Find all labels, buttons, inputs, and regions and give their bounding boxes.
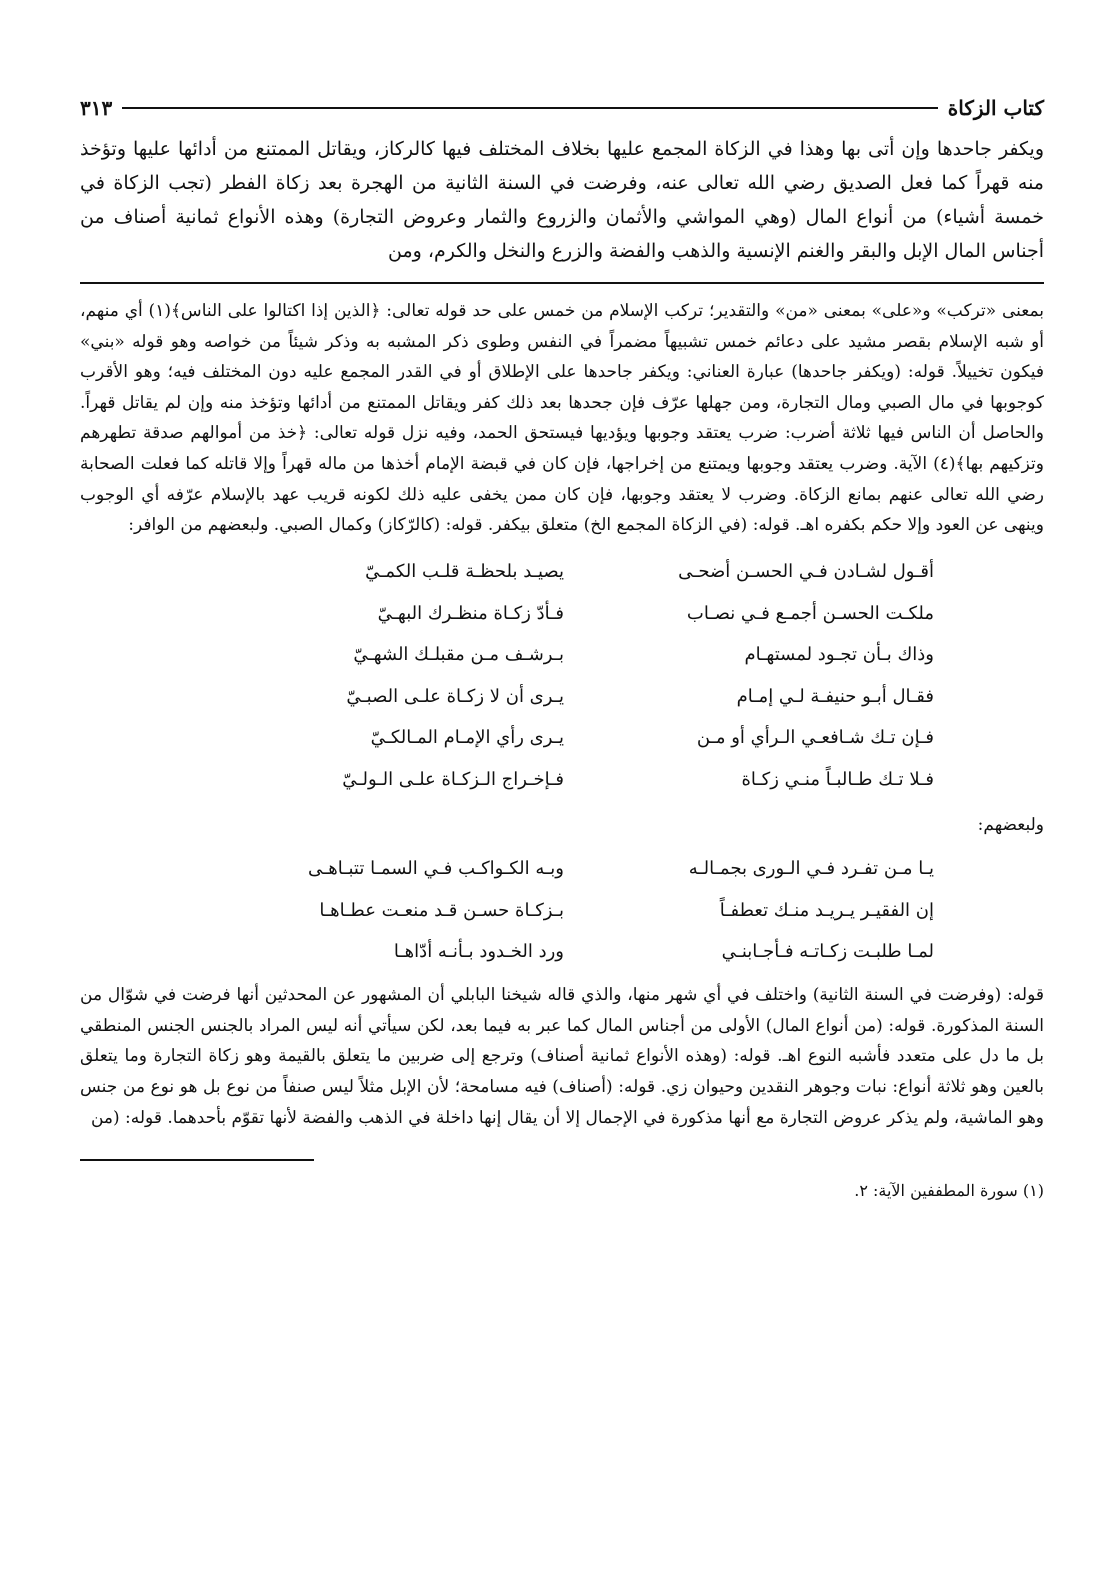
poem-verse <box>80 717 1044 759</box>
verse-first-hemistich: فـلا تـك طـالبـاً منـي زكـاة <box>741 768 934 790</box>
verse-first-hemistich: ملكـت الحسـن أجمـع فـي نصـاب <box>686 602 934 624</box>
verse-first-hemistich: لمـا طلبـت زكـاتـه فـأجـابنـي <box>721 941 934 962</box>
footnote: (١) سورة المطففين الآية: ٢. <box>854 1180 1044 1200</box>
poem-verse <box>80 551 1044 593</box>
poem-verse <box>80 675 1044 717</box>
verse-second-hemistich: يصيـد بلحظـة قلـب الكمـيّ <box>365 561 564 582</box>
verse-second-hemistich: فـإخـراج الـزكـاة علـى الـولـيّ <box>342 768 564 790</box>
poem-verse <box>80 758 1044 800</box>
header-rule <box>122 107 938 109</box>
page-header <box>80 88 1044 128</box>
verse-first-hemistich: فـإن تـك شـافعـي الـرأي أو مـن <box>696 727 934 748</box>
book-page <box>80 88 1044 1558</box>
verse-first-hemistich: فقـال أبـو حنيفـة لـي إمـام <box>736 685 934 707</box>
poem-verse <box>80 592 1044 634</box>
poem-verse <box>80 931 1044 973</box>
section-divider <box>80 282 1044 284</box>
poem-verse <box>80 848 1044 890</box>
footnote-rule <box>80 1159 314 1161</box>
verse-second-hemistich: يـرى أن لا زكـاة علـى الصبـيّ <box>346 685 564 707</box>
verse-first-hemistich: إن الفقيـر يـريـد منـك تعطفـاً <box>719 899 934 921</box>
page-number: ٣١٣ <box>80 96 113 120</box>
verse-second-hemistich: وبـه الكـواكـب فـي السمـا تتبـاهـى <box>307 858 564 879</box>
poem-verse <box>80 889 1044 931</box>
commentary-paragraph-2: قوله: (وفرضت في السنة الثانية) واختلف في أي شهر منها، والذي قاله شيخنا البابلي أن المشهور عن المحدثين أنها فرضت في شوّال من السنة المذكورة. قوله: (من أنواع المال) الأولى من أجناس المال كما عبر به فيما بعد، لكن سيأتي أنه ليس المراد بالجنس الجنس المنطقي بل ما دل على متعدد فأشبه النوع اهـ. قوله: (وهذه الأنواع ثمانية أصناف) وترجع إلى ضربين ما يتعلق بالقيمة وهو زكاة التجارة وما يتعلق بالعين وهو ثلاثة أنواع: نبات وجوهر النقدين وحيوان زي. قوله: (أصناف) فيه مسامحة؛ لأن الإبل مثلاً ليس صنفاً من نوع بل هو نوع من جنس وهو الماشية، ولم يذكر عروض التجارة مع أنها مذكورة في الإجمال إلا أن يقال إنها داخلة في الذهب والفضة لأنها تقوّم بأحدهما. قوله: (من <box>80 985 1044 1128</box>
verse-second-hemistich: بـرشـف مـن مقبلـك الشهـيّ <box>353 644 564 665</box>
verse-second-hemistich: بـزكـاة حسـن قـد منعـت عطـاهـا <box>319 899 564 921</box>
chapter-title: كتاب الزكاة <box>947 96 1044 120</box>
verse-first-hemistich: وذاك بـأن تجـود لمستهـام <box>744 644 934 665</box>
verse-second-hemistich: ورد الخـدود بـأنـه أدّاهـا <box>393 941 564 962</box>
poem-verse <box>80 634 1044 676</box>
verse-second-hemistich: يـرى رأي الإمـام المـالكـيّ <box>370 727 564 748</box>
verse-second-hemistich: فـأدّ زكـاة منظـرك البهـيّ <box>377 602 564 624</box>
commentary-paragraph-1: بمعنى «تركب» و«على» بمعنى «من» والتقدير؛ تركب الإسلام من خمس على حد قوله تعالى: ﴿الذين إذا اكتالوا على الناس﴾(١) أي منهم، أو شبه الإسلام بقصر مشيد على دعائم خمس تشبيهاً مضمراً في النفس وطوى ذكر المشبه به وذكر شيئاً من خواصه وهو قوله «بني» فيكون تخييلاً. قوله: (ويكفر جاحدها) عبارة العناني: ويكفر جاحدها على الإطلاق أو في القدر المجمع عليه دون المختلف فيه؛ وهو الأقرب كوجوبها في مال الصبي ومال التجارة، ومن جهلها عرّف فإن جحدها بعد ذلك كفر ويقاتل الممتنع من أدائها وتؤخذ منه وإن لم يقاتل قهراً. والحاصل أن الناس فيها ثلاثة أضرب: ضرب يعتقد وجوبها ويؤديها فيستحق الحمد، وفيه نزل قوله تعالى: ﴿خذ من أموالهم صدقة تطهرهم وتزكيهم بها﴾(٤) الآية. وضرب يعتقد وجوبها ويمتنع من إخراجها، فإن كان في قبضة الإمام أخذها من ماله قهراً وإلا قاتله كما فعلت الصحابة رضي الله تعالى عنهم بمانع الزكاة. وضرب لا يعتقد وجوبها، فإن كان ممن يخفى عليه ذلك لكونه قريب عهد بالإسلام عرّفه أي الوجوب وينهى عن العود وإلا حكم بكفره اهـ. قوله: (في الزكاة المجمع الخ) متعلق بيكفر. قوله: (كالرّكاز) وكمال الصبي. ولبعضهم من الوافر: <box>80 301 1044 536</box>
verse-first-hemistich: أقـول لشـادن فـي الحسـن أضحـى <box>678 561 934 582</box>
poem-2-intro: ولبعضهم: <box>977 814 1044 835</box>
poem-2 <box>80 848 1044 973</box>
verse-first-hemistich: يـا مـن تفـرد فـي الـورى بجمـالـه <box>688 858 934 879</box>
poem-1 <box>80 551 1044 800</box>
main-text: ويكفر جاحدها وإن أتى بها وهذا في الزكاة المجمع عليها بخلاف المختلف فيها كالركاز، ويقاتل الممتنع من أدائها عليها وتؤخذ منه قهراً كما فعل الصديق رضي الله تعالى عنه، وفرضت في السنة الثانية من الهجرة بعد زكاة الفطر (تجب الزكاة في خمسة أشياء) من أنواع المال (وهي المواشي والأثمان والزروع والثمار وعروض التجارة) وهذه الأنواع ثمانية أصناف من أجناس المال الإبل والبقر والغنم الإنسية والذهب والفضة والزرع والنخل والكرم، ومن <box>80 138 1044 262</box>
